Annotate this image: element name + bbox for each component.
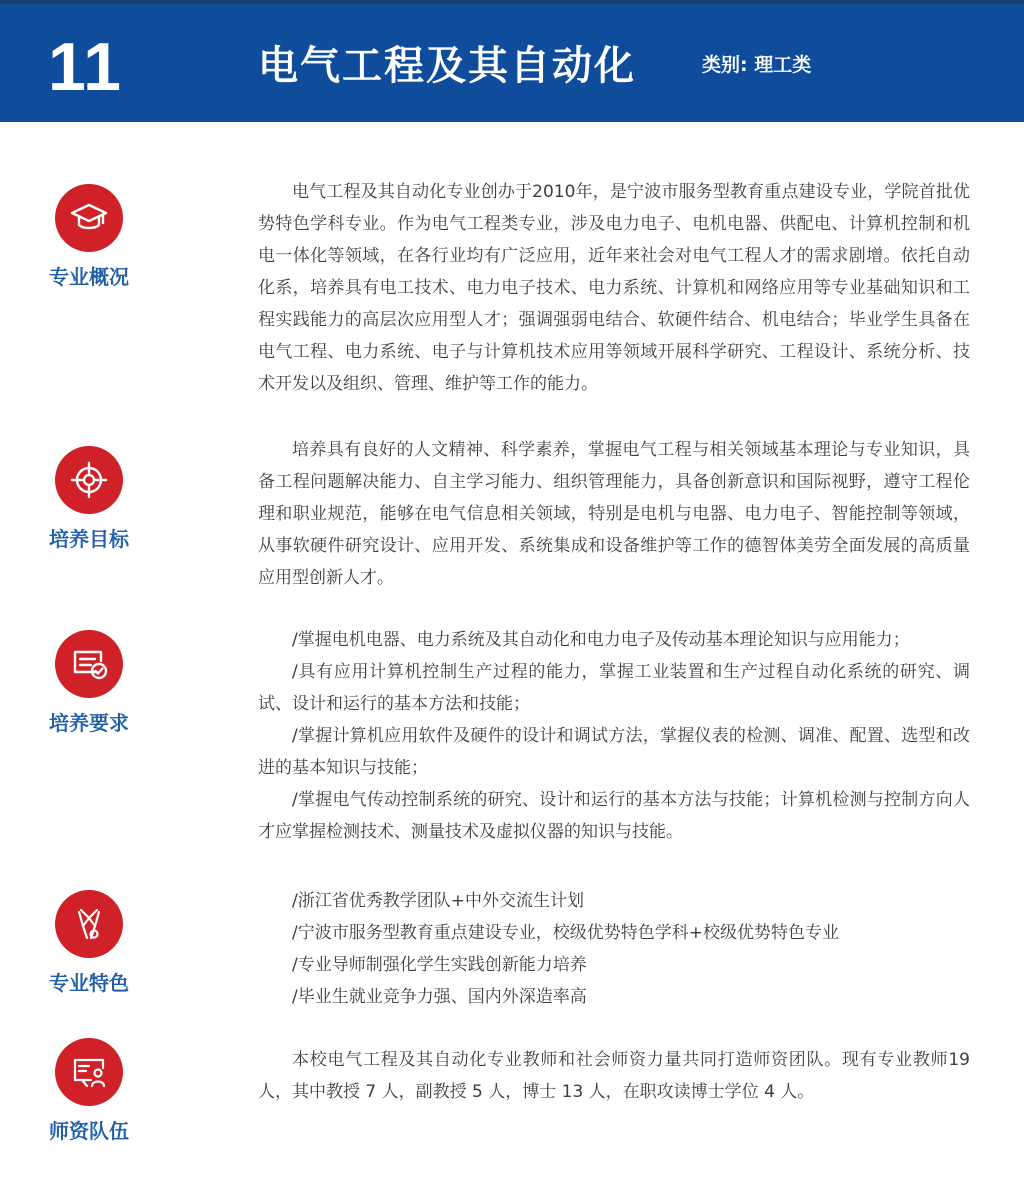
section-label: 师资队伍: [49, 1119, 129, 1143]
major-number: 11: [48, 29, 122, 105]
section-label: 专业概况: [49, 265, 129, 289]
section-label: 培养要求: [49, 711, 129, 735]
paragraph: 电气工程及其自动化专业创办于2010年，是宁波市服务型教育重点建设专业，学院首批优势特色学科专业。作为电气工程类专业，涉及电力电子、电机电器、供配电、计算机控制和机电一体化等领域，在各行业均有广泛应用，近年来社会对电气工程人才的需求剧增。依托自动化系，培养具有电工技术、电力电子技术、电力系统、计算机和网络应用等专业基础知识和工程实践能力的高层次应用型人才；强调强弱电结合、软硬件结合、机电结合；毕业学生具备在电气工程、电力系统、电子与计算机技术应用等领域开展科学研究、工程设计、系统分析、技术开发以及组织、管理、维护等工作的能力。: [258, 182, 970, 394]
target-icon: [55, 446, 123, 514]
checklist-icon: [55, 630, 123, 698]
badge-ribbon-icon: [55, 890, 123, 958]
section-label: 培养目标: [49, 527, 129, 551]
list-item: /掌握计算机应用软件及硬件的设计和调试方法，掌握仪表的检测、调准、配置、选型和改进的基本知识与技能；: [258, 726, 970, 778]
section-body: [258, 1044, 970, 1108]
section-body: [258, 176, 970, 400]
list-item: /掌握电机电器、电力系统及其自动化和电力电子及传动基本理论知识与应用能力；: [292, 630, 910, 650]
section-side: [40, 890, 138, 996]
list-item: /掌握电气传动控制系统的研究、设计和运行的基本方法与技能；计算机检测与控制方向人才应掌握检测技术、测量技术及虚拟仪器的知识与技能。: [258, 790, 970, 842]
list-item: /宁波市服务型教育重点建设专业，校级优势特色学科+校级优势特色专业: [292, 923, 839, 943]
section-body: [258, 885, 970, 1013]
list-item: /毕业生就业竞争力强、国内外深造率高: [292, 987, 587, 1007]
header-banner: [0, 0, 1024, 122]
section-side: [40, 1038, 138, 1144]
section-side: [40, 446, 138, 552]
graduation-cap-icon: [55, 184, 123, 252]
list-item: /具有应用计算机控制生产过程的能力，掌握工业装置和生产过程自动化系统的研究、调试、设计和运行的基本方法和技能；: [258, 662, 970, 714]
major-title: 电气工程及其自动化: [258, 43, 636, 89]
section-side: [40, 184, 138, 290]
paragraph: 培养具有良好的人文精神、科学素养，掌握电气工程与相关领域基本理论与专业知识，具备工程问题解决能力、自主学习能力、组织管理能力，具备创新意识和国际视野，遵守工程伦理和职业规范，能够在电气信息相关领域，特别是电机与电器、电力电子、智能控制等领域，从事软硬件研究设计、应用开发、系统集成和设备维护等工作的德智体美劳全面发展的高质量应用型创新人才。: [258, 440, 970, 588]
section-side: [40, 630, 138, 736]
list-item: /浙江省优秀教学团队+中外交流生计划: [292, 891, 584, 911]
teacher-board-icon: [55, 1038, 123, 1106]
major-category: 类别: 理工类: [702, 54, 812, 76]
paragraph: 本校电气工程及其自动化专业教师和社会师资力量共同打造师资团队。现有专业教师19 人，其中教授 7 人，副教授 5 人，博士 13 人，在职攻读博士学位 4 人。: [258, 1050, 970, 1102]
section-body: [258, 624, 970, 848]
section-body: [258, 434, 970, 594]
section-label: 专业特色: [49, 971, 129, 995]
list-item: /专业导师制强化学生实践创新能力培养: [292, 955, 587, 975]
